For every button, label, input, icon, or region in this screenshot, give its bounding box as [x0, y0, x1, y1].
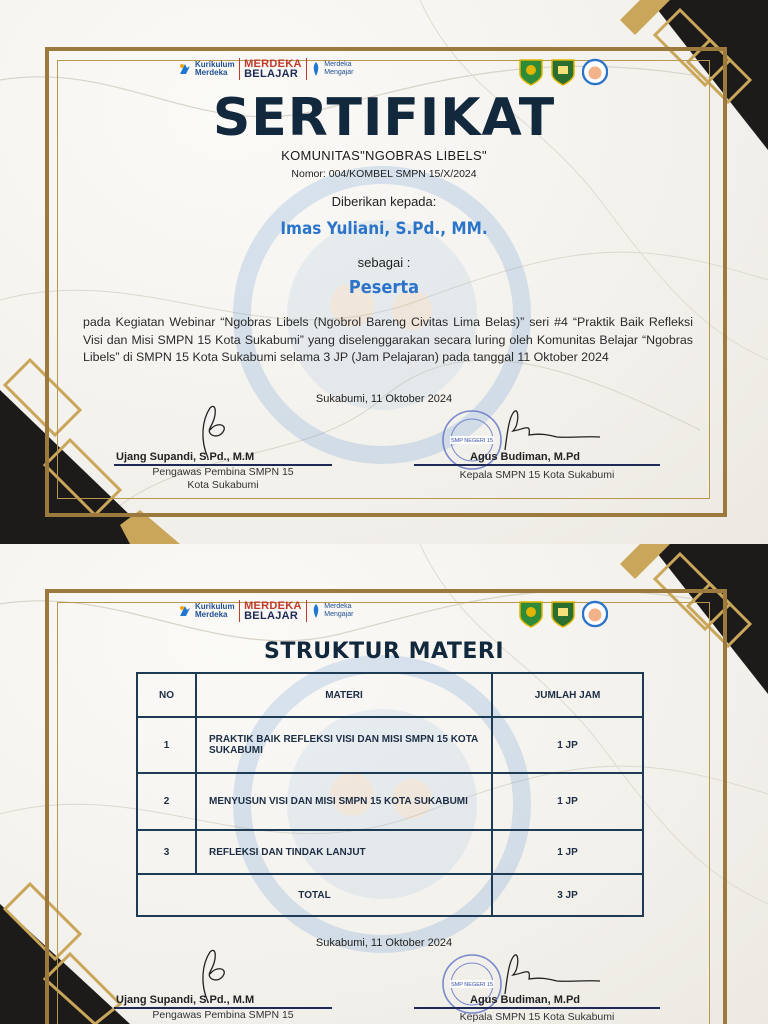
city-seal-icon: [518, 600, 544, 628]
as-label: sebagai :: [357, 255, 411, 270]
stamp-text: SMP NEGERI 15: [450, 438, 494, 444]
place-and-date: Sukabumi, 11 Oktober 2024: [315, 937, 453, 949]
kurikulum-text: Kurikulum: [195, 602, 235, 611]
city-seal-icon: [518, 58, 544, 86]
certificate-title: SERTIFIKAT: [212, 88, 556, 148]
table-header-row: [137, 673, 643, 717]
row-jam: 1 JP: [492, 830, 643, 874]
program-logos: [178, 58, 353, 80]
recipient-name: Imas Yuliani, S.Pd., MM.: [280, 219, 488, 239]
total-label: TOTAL: [137, 874, 492, 916]
stamp-text: SMP NEGERI 15: [450, 982, 494, 988]
community-subtitle: KOMUNITAS"NGOBRAS LIBELS": [281, 148, 487, 163]
merdeka-mengajar-logo: [311, 61, 353, 77]
materi-table: [136, 672, 644, 917]
program-logos: [178, 600, 353, 622]
signer-left-role: Pengawas Pembina SMPN 15: [152, 1009, 294, 1021]
signer-right-name: Agus Budiman, M.Pd: [470, 994, 580, 1006]
merdeka-belajar-line1: MERDEKA: [244, 600, 302, 612]
merdeka-text: Merdeka: [195, 610, 228, 619]
institution-seals: [518, 600, 608, 628]
kurikulum-text: Kurikulum: [195, 60, 235, 69]
signer-right-line: [414, 464, 660, 466]
row-materi: REFLEKSI DAN TINDAK LANJUT: [196, 830, 492, 874]
merdeka-belajar-logo: [244, 59, 302, 79]
table-row: [137, 773, 643, 830]
merdeka-mengajar-icon: [311, 61, 321, 77]
mengajar-line2: Mengajar: [324, 69, 354, 76]
signer-right-role: Kepala SMPN 15 Kota Sukabumi: [459, 469, 615, 481]
signer-left-role-line2: Kota Sukabumi: [187, 479, 259, 491]
institution-seals: [518, 58, 608, 86]
mengajar-line1: Merdeka: [324, 603, 352, 610]
row-materi: PRAKTIK BAIK REFLEKSI VISI DAN MISI SMPN 15 KOTA SUKABUMI: [196, 717, 492, 773]
row-no: 2: [137, 773, 196, 830]
materi-title: STRUKTUR MATERI: [263, 639, 505, 664]
mengajar-line2: Mengajar: [324, 611, 354, 618]
header-no: NO: [137, 673, 196, 717]
row-materi: MENYUSUN VISI DAN MISI SMPN 15 KOTA SUKABUMI: [196, 773, 492, 830]
signer-left-role-line1: Pengawas Pembina SMPN 15: [152, 466, 294, 478]
kurikulum-merdeka-logo: [178, 61, 235, 77]
signer-right-name: Agus Budiman, M.Pd: [470, 451, 580, 463]
table-row: [137, 717, 643, 773]
row-jam: 1 JP: [492, 717, 643, 773]
kurikulum-merdeka-logo: [178, 603, 235, 619]
table-row: [137, 830, 643, 874]
merdeka-text: Merdeka: [195, 68, 228, 77]
signer-left-name: Ujang Supandi, S.Pd., M.M: [116, 451, 255, 463]
kurikulum-merdeka-icon: [178, 62, 192, 76]
signer-right-line: [414, 1007, 660, 1009]
signature-right: [485, 949, 605, 999]
certificate-number: Nomor: 004/KOMBEL SMPN 15/X/2024: [291, 168, 477, 180]
school-seal-icon: [550, 600, 576, 628]
logo-separator: [306, 600, 308, 622]
row-jam: 1 JP: [492, 773, 643, 830]
school-seal-icon: [550, 58, 576, 86]
signer-right-role: Kepala SMPN 15 Kota Sukabumi: [459, 1011, 615, 1023]
merdeka-belajar-line2: BELAJAR: [244, 68, 299, 80]
row-no: 1: [137, 717, 196, 773]
materi-page: [0, 544, 768, 1024]
merdeka-mengajar-icon: [311, 603, 321, 619]
header-materi: MATERI: [196, 673, 492, 717]
participant-role: Peserta: [348, 277, 420, 298]
merdeka-belajar-line2: BELAJAR: [244, 610, 299, 622]
merdeka-belajar-logo: [244, 601, 302, 621]
header-jumlah-jam: JUMLAH JAM: [492, 673, 643, 717]
merdeka-mengajar-logo: [311, 603, 353, 619]
given-to-label: Diberikan kepada:: [331, 194, 437, 209]
total-value: 3 JP: [492, 874, 643, 916]
place-and-date: Sukabumi, 11 Oktober 2024: [315, 393, 453, 405]
table-total-row: [137, 874, 643, 916]
signer-left-role: [114, 466, 332, 492]
ngobras-libels-logo-icon: [582, 58, 608, 86]
certificate-body-text: pada Kegiatan Webinar “Ngobras Libels (Ngobrol Bareng Civitas Lima Belas)” seri #4 “Praktik Baik Refleksi Visi dan Misi SMPN 15 Kota Sukabumi” yang diselenggarakan secara luring oleh Komunitas Belajar “Ngobras Libels” di SMPN 15 Kota Sukabumi selama 3 JP (Jam Pelajaran) pada tanggal 11 Oktober 2024: [83, 315, 693, 364]
logo-separator: [306, 58, 308, 80]
signer-left-name: Ujang Supandi, S.Pd., M.M: [116, 994, 255, 1006]
merdeka-belajar-line1: MERDEKA: [244, 58, 302, 70]
mengajar-line1: Merdeka: [324, 61, 352, 68]
row-no: 3: [137, 830, 196, 874]
logo-separator: [239, 58, 241, 80]
signature-right: [485, 405, 605, 455]
kurikulum-merdeka-icon: [178, 604, 192, 618]
logo-separator: [239, 600, 241, 622]
ngobras-libels-logo-icon: [582, 600, 608, 628]
